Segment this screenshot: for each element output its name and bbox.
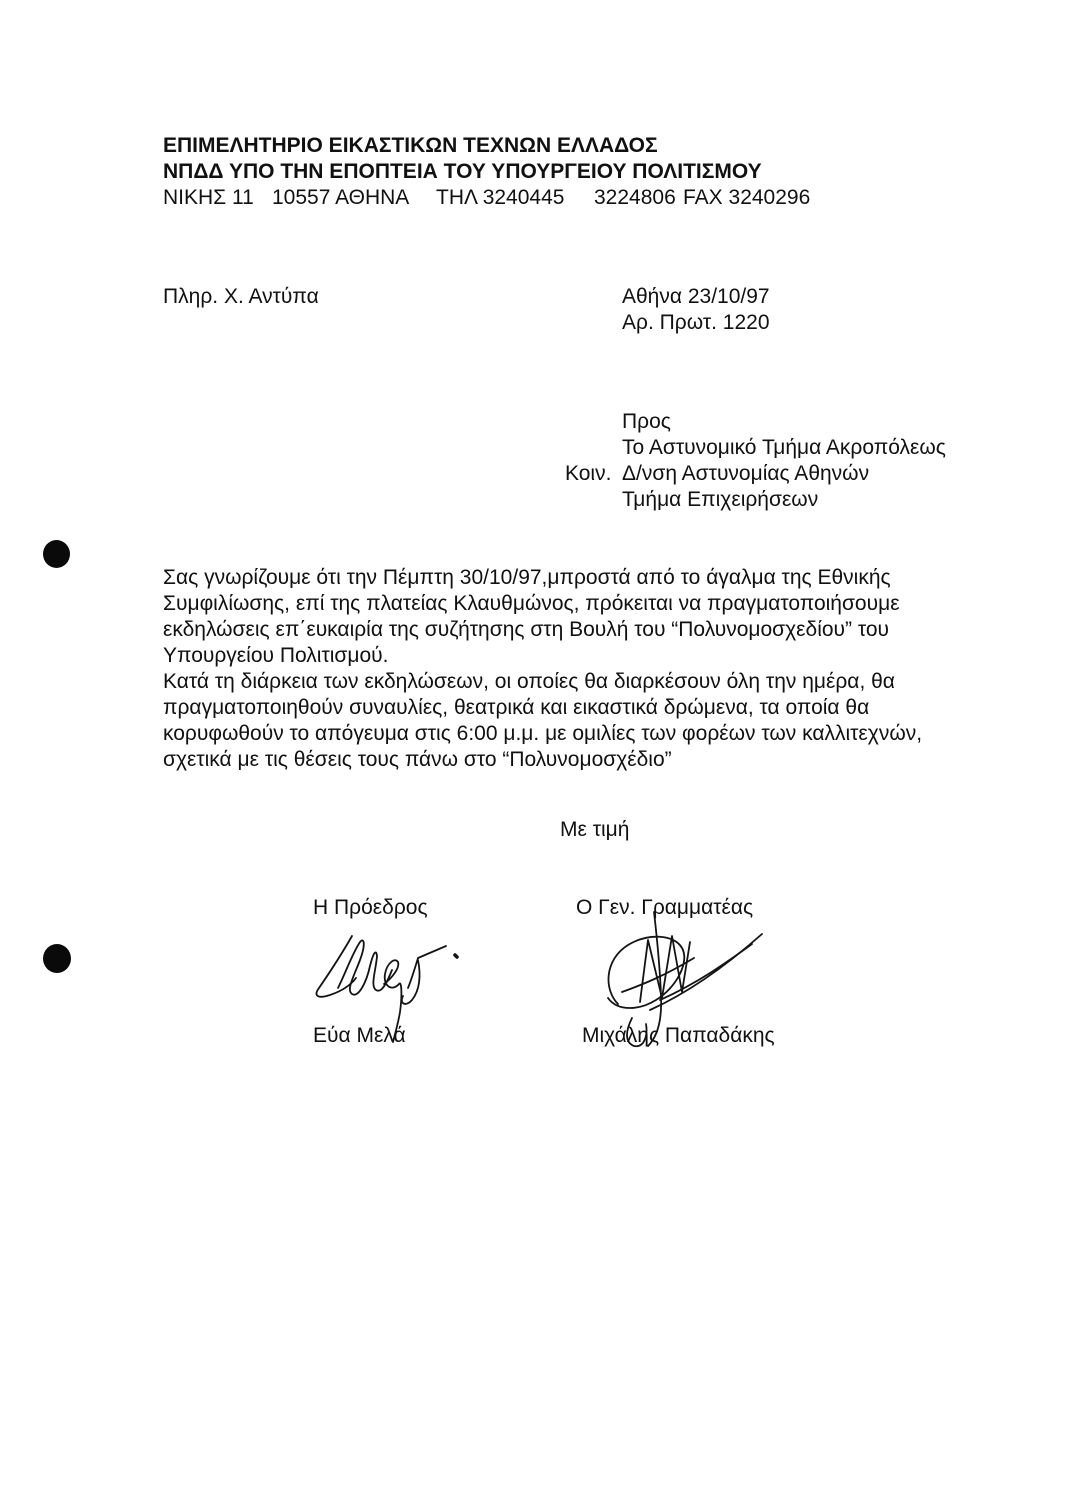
body-line: Κατά τη διάρκεια των εκδηλώσεων, οι οποίες θα διαρκέσουν όλη την ημέρα, θα: [163, 670, 895, 693]
signature-dot: [455, 955, 457, 957]
contact-person: Πληρ. Χ. Αντύπα: [163, 285, 319, 308]
signature-stroke: [316, 936, 356, 997]
signature-stroke: [650, 934, 762, 1010]
signature-stroke: [622, 958, 694, 992]
recipient-cc-1: Δ/νση Αστυνομίας Αθηνών: [622, 462, 870, 485]
organization-status: ΝΠΔΔ ΥΠΟ ΤΗΝ ΕΠΟΠΤΕΙΑ ΤΟΥ ΥΠΟΥΡΓΕΙΟΥ ΠΟΛΙΤΙΣΜΟΥ: [163, 160, 762, 183]
phone-number-alt: 3224806: [594, 186, 676, 209]
signatory-name-president: Εύα Μελά: [313, 1024, 406, 1047]
body-line: κορυφωθούν το απόγευμα στις 6:00 μ.μ. με ομιλίες των φορέων των καλλιτεχνών,: [163, 722, 923, 745]
contact-details: [163, 185, 863, 211]
cc-line: [565, 461, 946, 487]
signature-stroke: [338, 940, 392, 994]
body-line: σχετικά με τις θέσεις τους πάνω στο “Πολυνομοσχέδιο”: [163, 748, 672, 771]
recipients-block: [565, 409, 946, 513]
body-line: Σας γνωρίζουμε ότι την Πέμπτη 30/10/97,μπροστά από το άγαλμα της Εθνικής: [163, 566, 891, 589]
signatory-title-secretary: Ο Γεν. Γραμματέας: [576, 896, 754, 919]
body-line: Συμφιλίωσης, επί της πλατείας Κλαυθμώνος, πρόκειται να πραγματοποιήσουμε: [163, 592, 900, 615]
closing-salutation: Με τιμή: [560, 818, 630, 841]
recipient-cc-2: Τμήμα Επιχειρήσεων: [622, 488, 819, 511]
date-block: [622, 284, 770, 336]
signature-stroke: [608, 937, 684, 1008]
body-line: εκδηλώσεις επ΄ευκαιρία της συζήτησης στη Βουλή του “Πολυνομοσχεδίου” του: [163, 618, 890, 641]
recipient-primary: Το Αστυνομικό Τμήμα Ακροπόλεως: [622, 436, 946, 459]
signature-stroke: [660, 944, 752, 1000]
hole-punch-top: [43, 540, 70, 568]
body-line: Υπουργείου Πολιτισμού.: [163, 644, 389, 667]
cc-label: Κοιν.: [565, 462, 612, 485]
fax-number: FAX 3240296: [683, 186, 811, 209]
signature-stroke: [402, 946, 446, 1004]
organization-name: ΕΠΙΜΕΛΗΤΗΡΙΟ ΕΙΚΑΣΤΙΚΩΝ ΤΕΧΝΩΝ ΕΛΛΑΔΟΣ: [163, 134, 658, 157]
letterhead: [163, 133, 863, 211]
signatory-name-secretary: Μιχάλης Παπαδάκης: [582, 1024, 775, 1047]
hole-punch-bottom: [43, 944, 71, 973]
body-line: πραγματοποιηθούν συναυλίες, θεατρικά και εικαστικά δρώμενα, τα οποία θα: [163, 696, 870, 719]
letter-body: [163, 565, 922, 773]
phone-number: ΤΗΛ 3240445: [436, 186, 565, 209]
place-date: Αθήνα 23/10/97: [622, 285, 770, 308]
to-label: Προς: [622, 410, 671, 433]
protocol-number: Αρ. Πρωτ. 1220: [622, 311, 770, 334]
postal-city: 10557 ΑΘΗΝΑ: [272, 186, 410, 209]
signature-stroke: [640, 936, 690, 1002]
street-address: ΝΙΚΗΣ 11: [163, 186, 254, 209]
signatory-title-president: Η Πρόεδρος: [313, 896, 428, 919]
